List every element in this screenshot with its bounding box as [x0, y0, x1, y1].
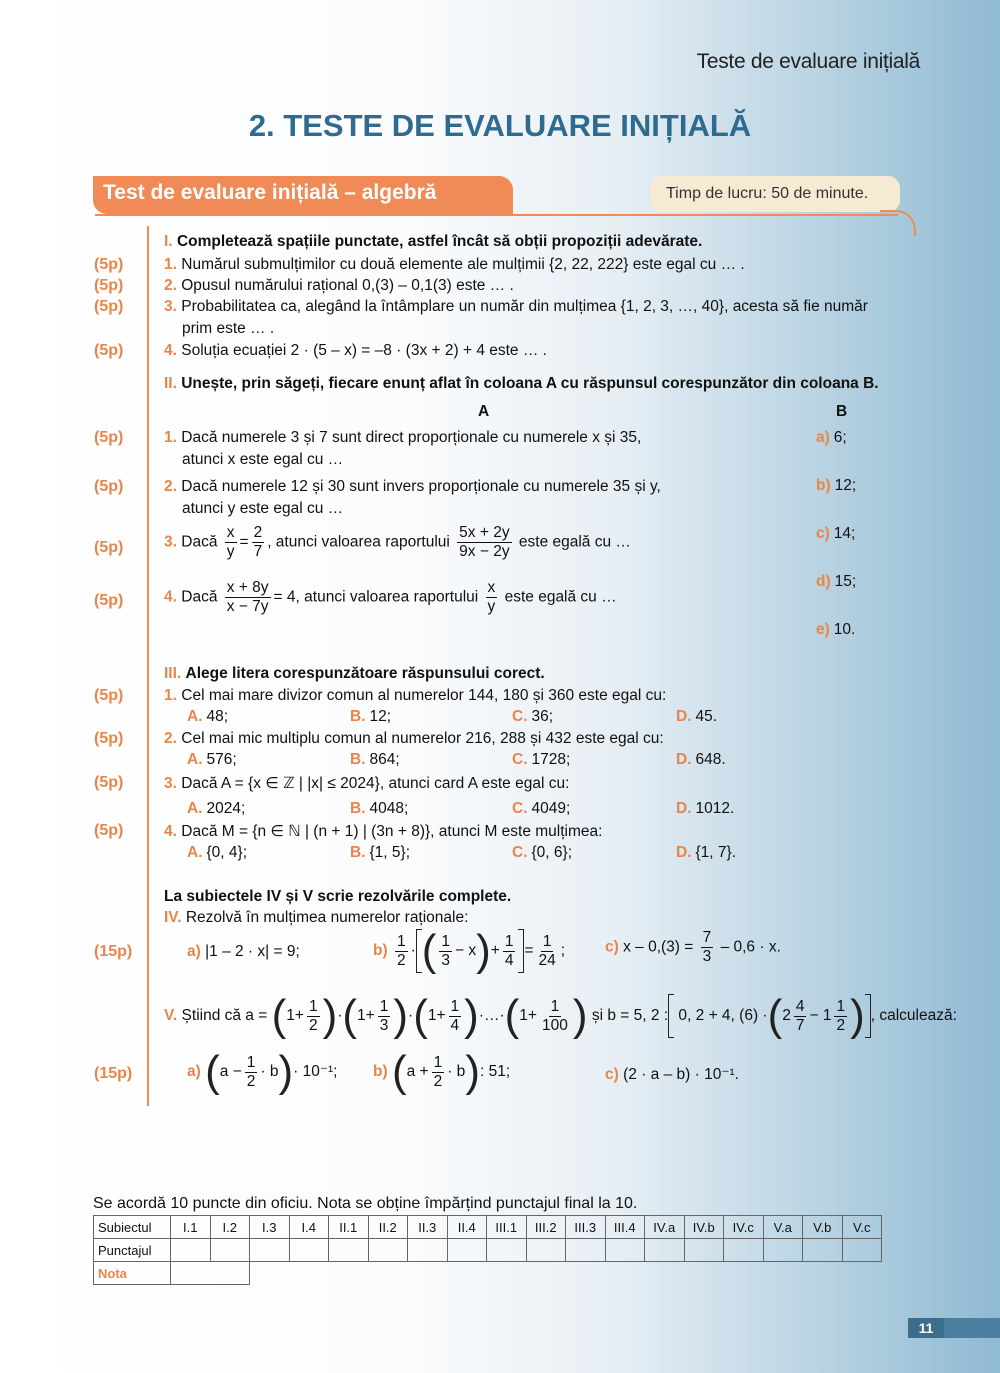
points-label: (5p): [94, 687, 124, 704]
table-cell: I.2: [210, 1216, 250, 1239]
row-label: Subiectul: [94, 1216, 171, 1239]
grading-table: [93, 1215, 882, 1285]
fraction: $\frac{1}{2}$: [836, 997, 846, 1034]
table-row: [94, 1216, 882, 1239]
points-label: (15p): [94, 943, 133, 960]
s5-a: a) (a − $\frac{1}{2}$ · b)· 10⁻¹;: [187, 1047, 338, 1096]
score-cell[interactable]: [566, 1239, 606, 1262]
grading-note: Se acordă 10 puncte din oficiu. Nota se obține împărțind punctajul final la 10.: [93, 1195, 638, 1212]
option: D. 648.: [676, 751, 726, 768]
table-cell: IV.b: [684, 1216, 724, 1239]
score-cell[interactable]: [842, 1239, 882, 1262]
divider-curve: [880, 210, 916, 236]
score-cell[interactable]: [684, 1239, 724, 1262]
divider-line: [95, 214, 898, 216]
s5-c: c) (2 · a – b) · 10⁻¹.: [605, 1066, 739, 1083]
score-cell[interactable]: [171, 1239, 211, 1262]
fraction: $\frac{5x + 2y}{9x - 2y}$: [459, 524, 510, 560]
table-cell: III.3: [566, 1216, 606, 1239]
fraction: $\frac{1}{2}$: [246, 1053, 256, 1090]
table-cell: V.b: [803, 1216, 843, 1239]
option: C. 4049;: [512, 800, 571, 817]
table-cell: I.3: [250, 1216, 290, 1239]
s1-item-3: 3. Probabilitatea ca, alegând la întâmplare un număr din mulțimea {1, 2, 3, …, 40}, acesta să fie număr: [164, 298, 868, 315]
score-cell[interactable]: [408, 1239, 448, 1262]
score-cell[interactable]: [803, 1239, 843, 1262]
s5-statement: V. Știind că a = (1+ $\frac{1}{2}$ )·(1+ $\frac{1}{3}$ )·(1+ $\frac{1}{4}$ )·…·(1+ $\frac{1}{100}$ ) și b = 5, 2 : 0, 2 + 4, (6) ·(2 $\frac{4}{7}$ − 1 $\frac{1}{2}$ ) , calculează:: [164, 991, 957, 1040]
section-banner: Test de evaluare inițială – algebră: [93, 176, 513, 214]
nota-cell[interactable]: [171, 1262, 250, 1285]
option: C. 36;: [512, 708, 554, 725]
table-cell: IV.a: [645, 1216, 685, 1239]
s4-b: b) $\frac{1}{2}$ · ( $\frac{1}{3}$ − x)+ $\frac{1}{4}$ = $\frac{1}{24}$ ;: [373, 926, 566, 975]
fraction: $\frac{x}{y}$: [487, 579, 496, 615]
answer-d: d) 15;: [816, 573, 857, 590]
option: C. {0, 6};: [512, 844, 573, 861]
points-label: (5p): [94, 277, 124, 294]
fraction: $\frac{1}{24}$: [538, 932, 556, 969]
table-cell: II.2: [368, 1216, 408, 1239]
table-cell: I.1: [171, 1216, 211, 1239]
score-cell[interactable]: [368, 1239, 408, 1262]
answer-b: b) 12;: [816, 477, 857, 494]
s2-item-4: 4. Dacă $\frac{x + 8y}{x - 7y}$ = 4, atunci valoarea raportului $\frac{x}{y}$ este egală cu …: [164, 579, 617, 615]
page-number: 11: [908, 1318, 944, 1338]
s2-item-1-cont: atunci x este egal cu …: [182, 451, 344, 468]
points-label: (5p): [94, 730, 124, 747]
fraction: $\frac{1}{3}$: [441, 932, 451, 969]
s1-item-3-cont: prim este … .: [182, 320, 275, 337]
table-cell: IV.c: [724, 1216, 764, 1239]
points-label: (15p): [94, 1065, 133, 1082]
fraction: $\frac{1}{4}$: [450, 997, 460, 1034]
table-cell: III.4: [605, 1216, 645, 1239]
row-label: Punctajul: [94, 1239, 171, 1262]
s3-item-1: 1. Cel mai mare divizor comun al numerelor 144, 180 și 360 este egal cu:: [164, 687, 667, 704]
table-cell: V.a: [763, 1216, 803, 1239]
table-cell: III.1: [487, 1216, 527, 1239]
option: B. 864;: [350, 751, 400, 768]
s2-item-2-cont: atunci y este egal cu …: [182, 500, 344, 517]
score-cell[interactable]: [329, 1239, 369, 1262]
fraction: $\frac{1}{2}$: [433, 1053, 443, 1090]
s3-item-4: 4. Dacă M = {n ∈ ℕ | (n + 1) | (3n + 8)}, atunci M este mulțimea:: [164, 823, 603, 840]
answer-c: c) 14;: [816, 525, 856, 542]
points-label: (5p): [94, 774, 124, 791]
score-cell[interactable]: [645, 1239, 685, 1262]
s4-c: c) x – 0,(3) = $\frac{7}{3}$ – 0,6 · x.: [605, 929, 781, 965]
s1-item-1: 1. Numărul submulțimilor cu două elemente ale mulțimii {2, 22, 222} este egal cu … .: [164, 256, 745, 273]
fraction: $\frac{1}{2}$: [308, 997, 318, 1034]
score-cell[interactable]: [605, 1239, 645, 1262]
points-label: (5p): [94, 592, 124, 609]
fraction: $\frac{1}{2}$: [396, 932, 406, 969]
option: D. 45.: [676, 708, 718, 725]
s4-heading: IV. Rezolvă în mulțimea numerelor raționale:: [164, 909, 469, 926]
answer-a: a) 6;: [816, 429, 847, 446]
s4-a: a) |1 – 2 · x| = 9;: [187, 943, 300, 960]
s45-heading: La subiectele IV și V scrie rezolvările complete.: [164, 888, 512, 905]
s1-item-2: 2. Opusul numărului rațional 0,(3) – 0,1(3) este … .: [164, 277, 514, 294]
fraction: $\frac{1}{3}$: [379, 997, 389, 1034]
points-label: (5p): [94, 822, 124, 839]
margin-rule: [147, 226, 149, 1106]
score-cell[interactable]: [487, 1239, 527, 1262]
fraction: $\frac{4}{7}$: [795, 997, 805, 1034]
score-cell[interactable]: [210, 1239, 250, 1262]
option: D. 1012.: [676, 800, 735, 817]
fraction: $\frac{x + 8y}{x - 7y}$: [226, 579, 269, 615]
option: A. {0, 4};: [187, 844, 248, 861]
time-box: Timp de lucru: 50 de minute.: [650, 176, 900, 212]
fraction: $\frac{2}{7}$: [253, 524, 263, 560]
s1-heading: I. Completează spațiile punctate, astfel încât să obții propoziții adevărate.: [164, 233, 703, 250]
table-cell: I.4: [289, 1216, 329, 1239]
option: C. 1728;: [512, 751, 571, 768]
s5-b: b) (a + $\frac{1}{2}$ · b): 51;: [373, 1047, 511, 1096]
score-cell[interactable]: [250, 1239, 290, 1262]
s3-item-2: 2. Cel mai mic multiplu comun al numerelor 216, 288 și 432 este egal cu:: [164, 730, 664, 747]
option: A. 576;: [187, 751, 237, 768]
option: A. 48;: [187, 708, 229, 725]
fraction: $\frac{x}{y}$: [226, 524, 235, 560]
table-row: [94, 1262, 882, 1285]
table-cell: II.4: [447, 1216, 487, 1239]
option: B. {1, 5};: [350, 844, 411, 861]
column-b-header: B: [836, 403, 848, 420]
s3-heading: III. Alege litera corespunzătoare răspunsului corect.: [164, 665, 545, 682]
points-label: (5p): [94, 256, 124, 273]
score-cell[interactable]: [289, 1239, 329, 1262]
table-row: [94, 1239, 882, 1262]
points-label: (5p): [94, 539, 124, 556]
option: A. 2024;: [187, 800, 246, 817]
score-cell[interactable]: [447, 1239, 487, 1262]
s2-item-2: 2. Dacă numerele 12 și 30 sunt invers proporționale cu numerele 35 și y,: [164, 478, 661, 495]
s3-item-3: 3. Dacă A = {x ∈ ℤ | |x| ≤ 2024}, atunci card A este egal cu:: [164, 775, 570, 792]
chapter-title: 2. TESTE DE EVALUARE INIȚIALĂ: [248, 108, 752, 143]
score-cell[interactable]: [724, 1239, 764, 1262]
option: B. 12;: [350, 708, 392, 725]
row-label: Nota: [94, 1262, 171, 1285]
option: B. 4048;: [350, 800, 409, 817]
s2-heading: II. Unește, prin săgeți, fiecare enunț aflat în coloana A cu răspunsul corespunzător din coloana B.: [164, 375, 879, 392]
table-cell: V.c: [842, 1216, 882, 1239]
score-cell[interactable]: [763, 1239, 803, 1262]
running-head: Teste de evaluare inițială: [696, 50, 920, 73]
option: D. {1, 7}.: [676, 844, 737, 861]
fraction: $\frac{7}{3}$: [702, 929, 712, 965]
s2-item-3: 3. Dacă $\frac{x}{y}$ = $\frac{2}{7}$ , atunci valoarea raportului $\frac{5x + 2y}{9x - 2y}$ este egală cu …: [164, 524, 631, 560]
table-cell: III.2: [526, 1216, 566, 1239]
fraction: $\frac{1}{100}$: [541, 997, 568, 1034]
s1-item-4: 4. Soluția ecuației 2 · (5 – x) = –8 · (3x + 2) + 4 este … .: [164, 342, 547, 359]
score-cell[interactable]: [526, 1239, 566, 1262]
points-label: (5p): [94, 429, 124, 446]
table-cell: II.3: [408, 1216, 448, 1239]
answer-e: e) 10.: [816, 621, 856, 638]
column-a-header: A: [478, 403, 490, 420]
table-cell: II.1: [329, 1216, 369, 1239]
points-label: (5p): [94, 298, 124, 315]
fraction: $\frac{1}{4}$: [504, 932, 514, 969]
s2-item-1: 1. Dacă numerele 3 și 7 sunt direct proporționale cu numerele x și 35,: [164, 429, 642, 446]
points-label: (5p): [94, 342, 124, 359]
points-label: (5p): [94, 478, 124, 495]
